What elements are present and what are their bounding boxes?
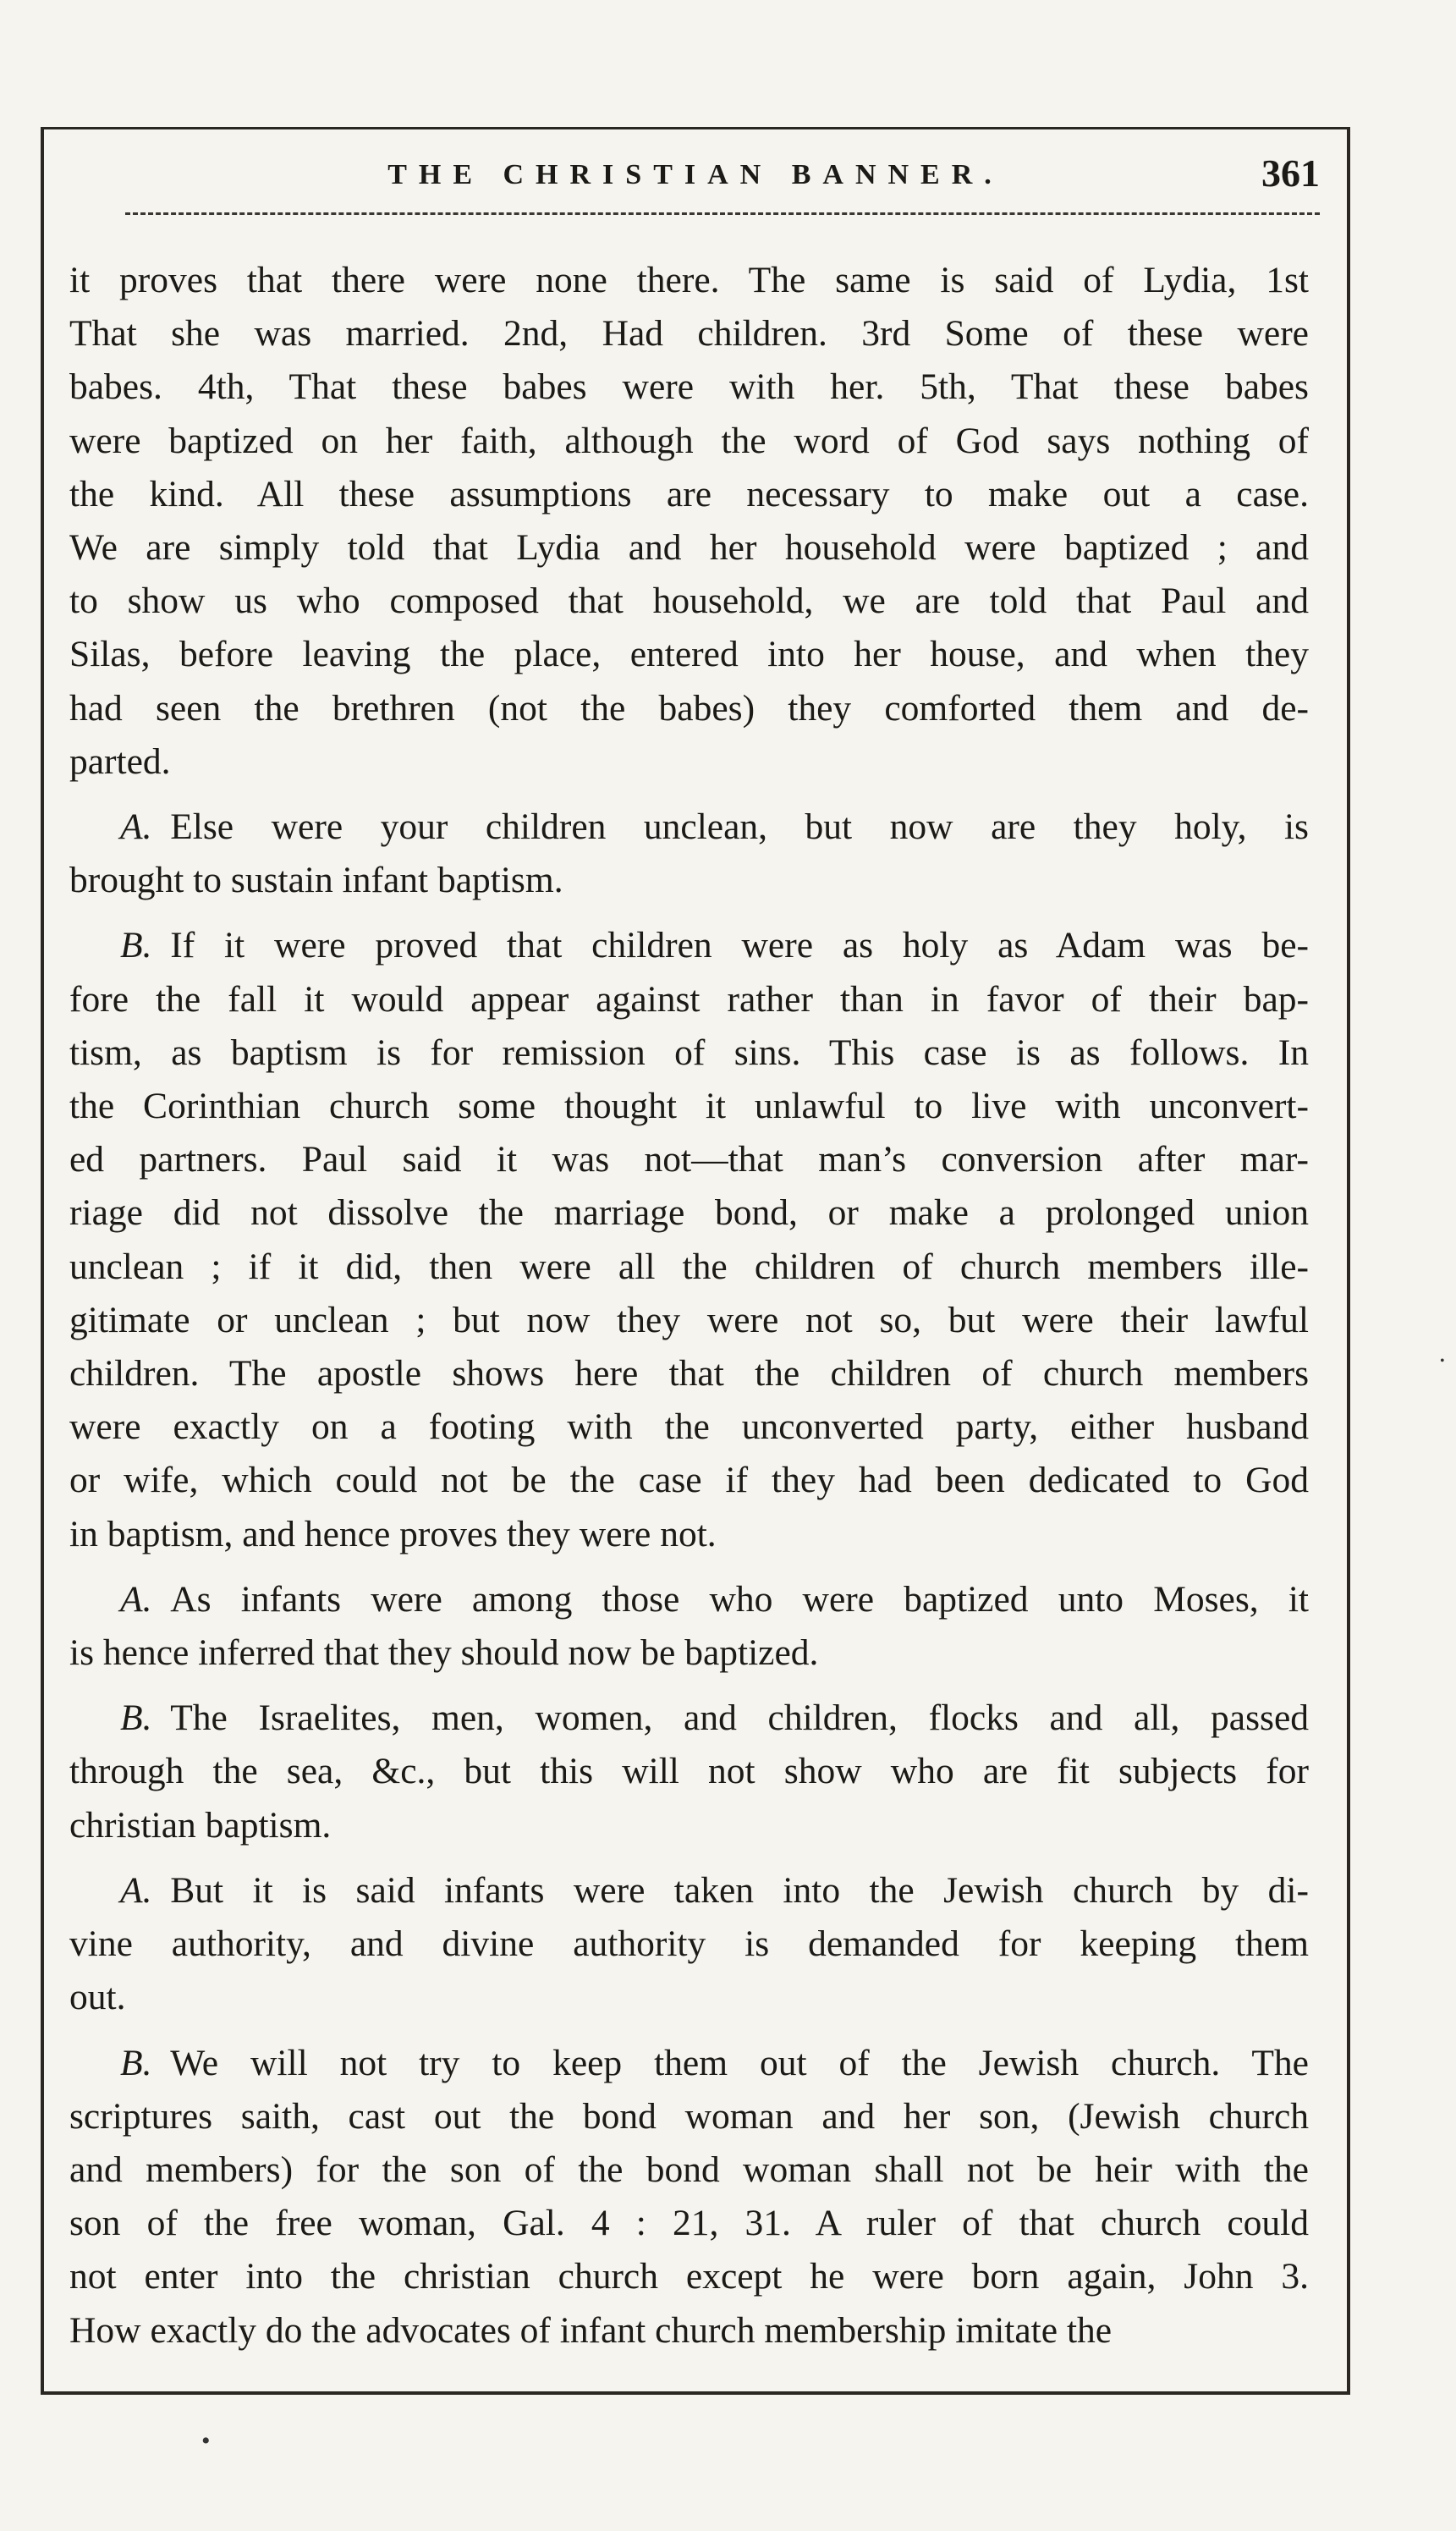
scan-speck: • xyxy=(201,2427,211,2455)
line-text: But it is said infants were taken into the Jewish church by di- xyxy=(170,1869,1309,1911)
scan-speck: • xyxy=(1440,1354,1445,1368)
line-text: were exactly on a footing with the unconverted party, either husband xyxy=(69,1406,1309,1448)
line-text: the kind. All these assumptions are necessary to make out a case. xyxy=(69,473,1309,514)
text-line xyxy=(69,1864,1309,1918)
text-line xyxy=(69,1918,1309,1971)
text-line xyxy=(69,2143,1309,2197)
line-text: christian baptism. xyxy=(69,1804,332,1846)
line-text: son of the free woman, Gal. 4 : 21, 31. A ruler of that church could xyxy=(69,2203,1309,2244)
line-text: to show us who composed that household, we are told that Paul and xyxy=(69,580,1309,622)
line-text: Silas, before leaving the place, entered into her house, and when they xyxy=(69,634,1309,675)
text-line xyxy=(69,2304,1309,2358)
text-line xyxy=(69,1186,1309,1240)
text-line xyxy=(69,575,1309,628)
line-text: Else were your children unclean, but now are they holy, is xyxy=(170,806,1309,848)
line-text: fore the fall it would appear against rather than in favor of their bap- xyxy=(69,978,1309,1020)
line-text: If it were proved that children were as holy as Adam was be- xyxy=(170,925,1309,966)
text-line xyxy=(69,1133,1309,1186)
line-text: the Corinthian church some thought it unlawful to live with unconvert- xyxy=(69,1086,1309,1127)
text-line xyxy=(69,801,1309,854)
line-text: is hence inferred that they should now be baptized. xyxy=(69,1632,819,1674)
text-line xyxy=(69,1347,1309,1400)
page-number: 361 xyxy=(1261,151,1320,195)
line-text: had seen the brethren (not the babes) they comforted them and de- xyxy=(69,687,1309,729)
header-rule xyxy=(125,212,1320,215)
line-text: ed partners. Paul said it was not—that man’s conversion after mar- xyxy=(69,1139,1309,1180)
line-text: tism, as baptism is for remission of sins. This case is as follows. In xyxy=(69,1032,1309,1073)
paragraph-gap xyxy=(69,789,1309,801)
line-text: babes. 4th, That these babes were with her. 5th, That these babes xyxy=(69,366,1309,408)
speaker-label: A. xyxy=(120,1869,152,1911)
line-text: children. The apostle shows here that the children of church members xyxy=(69,1353,1309,1395)
running-title: THE CHRISTIAN BANNER. xyxy=(387,159,1003,190)
text-line xyxy=(69,735,1309,789)
text-line xyxy=(69,1799,1309,1852)
line-text: vine authority, and divine authority is demanded for keeping them xyxy=(69,1923,1309,1965)
text-line xyxy=(69,1454,1309,1507)
body-text xyxy=(69,254,1309,2358)
speaker-label: A. xyxy=(120,806,152,848)
line-text: We will not try to keep them out of the Jewish church. The xyxy=(170,2042,1309,2083)
paragraph-gap xyxy=(69,2025,1309,2037)
text-line xyxy=(69,1971,1309,2024)
line-text: brought to sustain infant baptism. xyxy=(69,860,563,901)
text-line xyxy=(69,2090,1309,2143)
speaker-label: B. xyxy=(120,925,152,966)
text-line xyxy=(69,521,1309,575)
paragraph-gap xyxy=(69,1680,1309,1692)
line-text: through the sea, &c., but this will not show who are fit subjects for xyxy=(69,1751,1309,1792)
text-line xyxy=(69,628,1309,681)
text-line xyxy=(69,468,1309,521)
text-line xyxy=(69,1573,1309,1626)
text-line xyxy=(69,1692,1309,1745)
line-text: riage did not dissolve the marriage bond, or make a prolonged union xyxy=(69,1192,1309,1234)
speaker-label: B. xyxy=(120,2042,152,2083)
line-text: As infants were among those who were baptized unto Moses, it xyxy=(170,1578,1309,1620)
line-text: That she was married. 2nd, Had children. 3rd Some of these were xyxy=(69,313,1309,355)
text-line xyxy=(69,1626,1309,1680)
line-text: not enter into the christian church except he were born again, John 3. xyxy=(69,2256,1309,2297)
line-text: it proves that there were none there. The same is said of Lydia, 1st xyxy=(69,260,1309,300)
paragraph-gap xyxy=(69,907,1309,919)
line-text: We are simply told that Lydia and her household were baptized ; and xyxy=(69,527,1309,569)
page-header xyxy=(41,151,1350,218)
speaker-label: B. xyxy=(120,1697,152,1739)
text-line xyxy=(69,682,1309,735)
text-line xyxy=(69,307,1309,360)
text-line xyxy=(69,1241,1309,1294)
text-line xyxy=(69,1400,1309,1454)
paragraph-gap xyxy=(69,1852,1309,1864)
line-text: or wife, which could not be the case if they had been dedicated to God xyxy=(69,1460,1309,1501)
paragraph-gap xyxy=(69,1561,1309,1573)
line-text: scriptures saith, cast out the bond woman and her son, (Jewish church xyxy=(69,2095,1309,2137)
text-line xyxy=(69,1294,1309,1347)
text-line xyxy=(69,360,1309,414)
text-line xyxy=(69,2197,1309,2250)
text-line xyxy=(69,2250,1309,2303)
text-line xyxy=(69,1080,1309,1133)
line-text: parted. xyxy=(69,740,171,782)
text-line xyxy=(69,2037,1309,2090)
line-text: gitimate or unclean ; but now they were not so, but were their lawful xyxy=(69,1299,1309,1340)
text-line xyxy=(69,254,1309,307)
line-text: in baptism, and hence proves they were not. xyxy=(69,1513,717,1554)
line-text: unclean ; if it did, then were all the children of church members ille- xyxy=(69,1246,1309,1287)
text-line xyxy=(69,1745,1309,1798)
text-line xyxy=(69,415,1309,468)
text-line xyxy=(69,973,1309,1026)
line-text: were baptized on her faith, although the word of God says nothing of xyxy=(69,420,1309,461)
line-text: and members) for the son of the bond woman shall not be heir with the xyxy=(69,2149,1309,2190)
line-text: out. xyxy=(69,1977,126,2018)
text-line xyxy=(69,854,1309,907)
text-line xyxy=(69,1508,1309,1561)
line-text: The Israelites, men, women, and children, flocks and all, passed xyxy=(170,1697,1309,1739)
text-line xyxy=(69,1026,1309,1080)
line-text: How exactly do the advocates of infant church membership imitate the xyxy=(69,2309,1113,2351)
speaker-label: A. xyxy=(120,1578,152,1620)
text-line xyxy=(69,919,1309,972)
